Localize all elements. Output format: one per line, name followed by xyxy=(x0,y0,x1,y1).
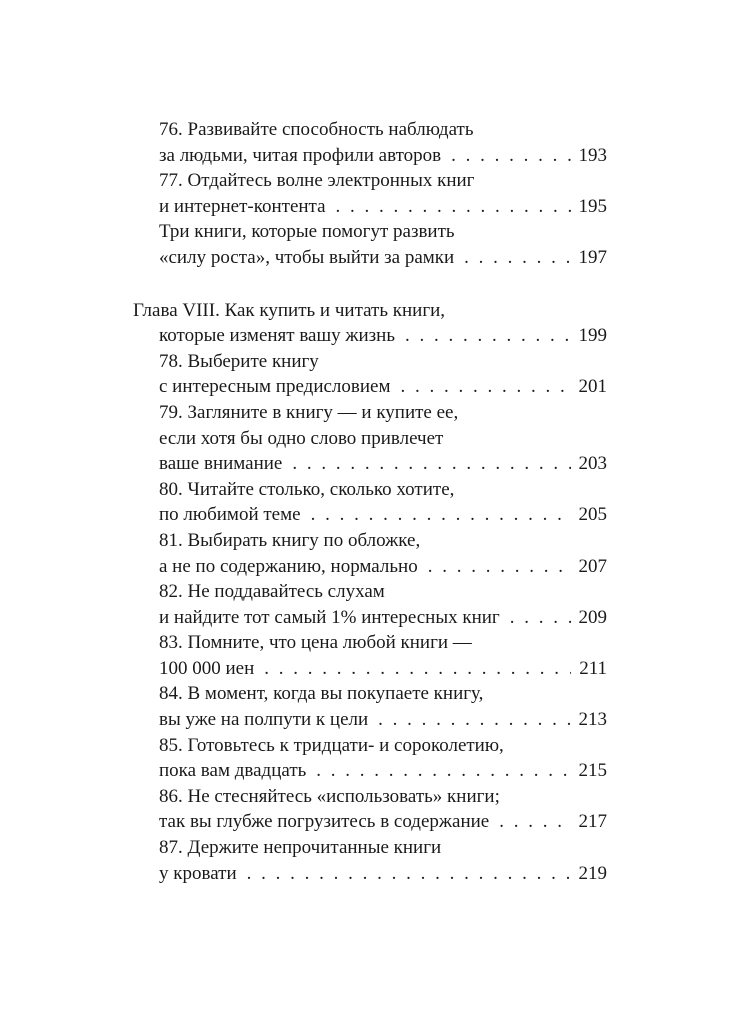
toc-chapter-viii xyxy=(133,298,607,349)
toc-entry-title: 81. Выбирать книгу по обложке, xyxy=(159,529,421,551)
toc-entry-title-end: и найдите тот самый 1% интересных книг xyxy=(159,606,500,628)
page-number: 205 xyxy=(578,504,607,526)
chapter-title: Глава VIII. Как купить и читать книги, xyxy=(133,299,446,321)
toc-entry-title: 80. Читайте столько, сколько хотите, xyxy=(159,478,455,500)
toc-entry-last-line xyxy=(133,323,607,349)
toc-entry-79 xyxy=(159,400,607,477)
toc-entry-title: 86. Не стесняйтесь «использовать» книги; xyxy=(159,785,500,807)
toc-entry-last-line xyxy=(159,809,607,835)
toc-entry-title: 82. Не поддавайтесь слухам xyxy=(159,581,385,603)
toc-entry-title-end: «силу роста», чтобы выйти за рамки xyxy=(159,246,455,268)
toc-entry-title-end: по любимой теме xyxy=(159,504,301,526)
toc-entry-title: 83. Помните, что цена любой книги — xyxy=(159,632,472,654)
toc-entry-last-line xyxy=(159,554,607,580)
toc-entry-78 xyxy=(159,349,607,400)
dot-leader xyxy=(247,861,571,887)
page-number: 201 xyxy=(578,376,607,398)
toc-entry-title: 76. Развивайте способность наблюдать xyxy=(159,119,474,140)
toc-entry-83 xyxy=(159,630,607,681)
toc-entry-last-line xyxy=(159,758,607,784)
toc-entry-last-line xyxy=(159,861,607,887)
toc-entry-81 xyxy=(159,528,607,579)
dot-leader xyxy=(264,656,571,682)
dot-leader xyxy=(428,554,571,580)
toc-entry-title: Три книги, которые помогут развить xyxy=(159,221,455,243)
toc-entry-title-end: и интернет-контента xyxy=(159,195,326,217)
dot-leader xyxy=(378,707,571,733)
toc-entry-title-end: ваше внимание xyxy=(159,453,283,475)
dot-leader xyxy=(311,502,571,528)
toc-entry-last-line xyxy=(159,374,607,400)
toc-entry-84 xyxy=(159,681,607,732)
toc-entry-80 xyxy=(159,477,607,528)
page-number: 217 xyxy=(578,811,607,833)
toc-entry-title-end: пока вам двадцать xyxy=(159,760,307,782)
toc-entry-three-books xyxy=(159,219,607,270)
toc-entry-title-end: так вы глубже погрузитесь в содержание xyxy=(159,811,490,833)
dot-leader xyxy=(510,605,571,631)
toc-entry-last-line xyxy=(159,605,607,631)
dot-leader xyxy=(336,194,571,220)
dot-leader xyxy=(499,809,571,835)
toc-entry-title-end: а не по содержанию, нормально xyxy=(159,555,418,577)
toc-entry-last-line xyxy=(159,245,607,271)
toc-entry-title-end: вы уже на полпути к цели xyxy=(159,709,369,731)
page-number: 219 xyxy=(578,862,607,884)
toc-entry-76 xyxy=(159,117,607,168)
dot-leader xyxy=(292,451,571,477)
page-number: 211 xyxy=(579,657,607,679)
dot-leader xyxy=(451,143,571,169)
chapter-title-end: которые изменят вашу жизнь xyxy=(159,325,396,347)
toc-entry-title-end: с интересным предисловием xyxy=(159,376,391,398)
toc-entry-last-line xyxy=(159,656,607,682)
page-number: 195 xyxy=(578,195,607,217)
toc-entry-title: 85. Готовьтесь к тридцати- и сороколетию, xyxy=(159,734,504,756)
toc-entry-85 xyxy=(159,733,607,784)
toc-entry-last-line xyxy=(159,143,607,169)
page-number: 199 xyxy=(578,325,607,347)
page-number: 213 xyxy=(578,709,607,731)
toc-entry-last-line xyxy=(159,707,607,733)
dot-leader xyxy=(405,323,571,349)
page-number: 193 xyxy=(578,144,607,166)
toc-entry-title: 78. Выберите книгу xyxy=(159,350,319,372)
toc-entry-last-line xyxy=(159,451,607,477)
dot-leader xyxy=(464,245,571,271)
toc-entry-title-end: у кровати xyxy=(159,862,237,884)
toc-entry-title-continued: если хотя бы одно слово привлечет xyxy=(159,427,444,449)
page-number: 209 xyxy=(578,606,607,628)
toc-entry-86 xyxy=(159,784,607,835)
page-number: 215 xyxy=(578,760,607,782)
page-number: 207 xyxy=(578,555,607,577)
dot-leader xyxy=(401,374,572,400)
toc-entry-title: 84. В момент, когда вы покупаете книгу, xyxy=(159,683,484,705)
toc-entry-title: 87. Держите непрочитанные книги xyxy=(159,837,442,859)
toc-entry-87 xyxy=(159,835,607,886)
toc-entry-title: 77. Отдайтесь волне электронных книг xyxy=(159,170,475,192)
table-of-contents xyxy=(0,117,754,886)
chapter-gap xyxy=(0,271,754,298)
dot-leader xyxy=(316,758,571,784)
toc-entry-title: 79. Загляните в книгу — и купите ее, xyxy=(159,401,459,423)
page-number: 203 xyxy=(578,453,607,475)
toc-entry-82 xyxy=(159,579,607,630)
toc-entry-77 xyxy=(159,168,607,219)
toc-entry-last-line xyxy=(159,194,607,220)
toc-entry-title-end: 100 000 иен xyxy=(159,657,255,679)
toc-entry-last-line xyxy=(159,502,607,528)
toc-entry-title-end: за людьми, читая профили авторов xyxy=(159,144,442,166)
page-number: 197 xyxy=(578,246,607,268)
